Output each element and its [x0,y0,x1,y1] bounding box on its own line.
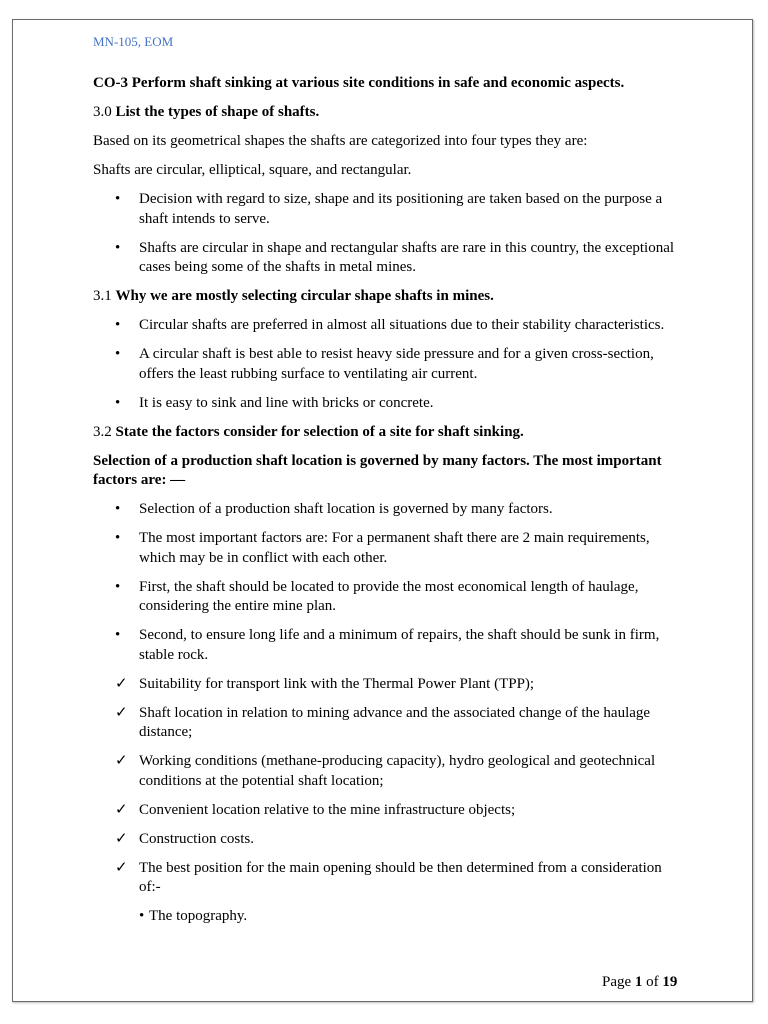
checkmark-icon: ✓ [115,753,128,769]
list-item: ✓ Suitability for transport link with the Thermal Power Plant (TPP); [93,675,678,695]
section-title: State the factors consider for selection of a site for shaft sinking. [115,423,524,440]
section-number: 3.2 [93,423,116,440]
bullet-icon: • [115,191,121,207]
page-footer: Page 1 of 19 [602,974,678,990]
paragraph: Shafts are circular, elliptical, square, and rectangular. [93,162,412,178]
list-item: • The most important factors are: For a permanent shaft there are 2 main requirements, which may be in conflict with each other. [115,530,650,566]
list-item: ✓ Construction costs. [93,830,678,850]
bullet-icon: • [115,578,121,595]
checkmark-icon: ✓ [115,675,128,692]
checkmark-icon: ✓ [115,704,128,721]
current-page-number: 1 [634,974,643,990]
section-title: List the types of shape of shafts. [115,104,320,120]
bullet-list [93,190,678,278]
factors-intro: Selection of a production shaft location is governed by many factors. The most important factors are: — [93,452,662,488]
checkmark-icon: ✓ [115,830,128,847]
bullet-icon: • [115,627,121,643]
bullet-icon: • [139,908,145,924]
list-item: • Circular shafts are preferred in almost all situations due to their stability characteristics. [93,316,678,336]
bullet-list [93,500,678,665]
list-item: ✓ Convenient location relative to the mine infrastructure objects; [93,801,678,821]
section-3-2-heading [93,423,678,443]
bullet-icon: • [115,239,121,256]
document-body [93,74,678,936]
bullet-icon: • [115,346,121,362]
list-item: • Second, to ensure long life and a minimum of repairs, the shaft should be sunk in firm, stable rock. [115,627,660,663]
paragraph: Based on its geometrical shapes the shafts are categorized into four types they are: [93,133,588,149]
bullet-list [93,316,678,413]
bullet-icon: • [115,530,121,546]
list-item: ✓ The best position for the main opening should be then determined from a consideration of:- • The topography. [93,859,678,927]
list-item: • Decision with regard to size, shape and its positioning are taken based on the purpose a shaft intends to serve. [115,191,663,227]
list-item: • The topography. [139,907,678,927]
total-page-count: 19 [662,974,678,990]
list-item: ✓ Shaft location in relation to mining advance and the associated change of the haulage distance; [115,704,651,740]
list-item: • Shafts are circular in shape and rectangular shafts are rare in this country, the exceptional cases being some of the shafts in metal mines. [115,239,675,275]
section-3-0-heading [93,103,678,123]
section-number: 3.1 [93,288,116,304]
checkmark-icon: ✓ [115,859,128,876]
list-item: • A circular shaft is best able to resist heavy side pressure and for a given cross-section, offers the least rubbing surface to ventilating air current. [115,346,654,382]
list-item: • Selection of a production shaft location is governed by many factors. [93,500,678,520]
bullet-icon: • [115,317,121,333]
page-header: MN-105, EOM [93,34,174,49]
list-item: • It is easy to sink and line with bricks or concrete. [93,394,678,414]
course-outcome-heading: CO-3 Perform shaft sinking at various site conditions in safe and economic aspects. [93,75,625,91]
list-item: ✓ Working conditions (methane-producing capacity), hydro geological and geotechnical conditions at the potential shaft location; [115,753,656,789]
checkmark-list [93,675,678,927]
bullet-icon: • [115,501,121,517]
section-3-1-heading [93,287,678,307]
section-title: Why we are mostly selecting circular shape shafts in mines. [115,288,494,304]
checkmark-icon: ✓ [115,801,128,818]
list-item: • First, the shaft should be located to provide the most economical length of haulage, considering the entire mine plan. [115,578,639,614]
section-number: 3.0 [93,104,116,120]
sub-bullet-list [139,907,678,927]
bullet-icon: • [115,394,121,411]
